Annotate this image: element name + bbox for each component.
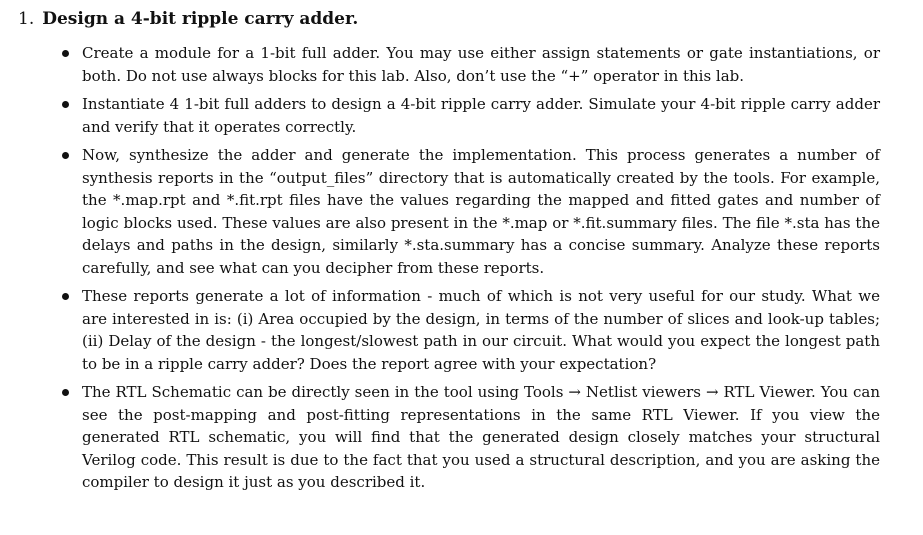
list-item [62, 42, 880, 87]
section-number: 1. [18, 9, 35, 29]
list-item-text: Create a module for a 1-bit full adder. You may use either assign statements or gate instantiations, or both. Do not use always blocks for this lab. Also, don’t use the “+” operator in this lab. [82, 44, 880, 85]
list-item [62, 144, 880, 279]
bullet-icon [62, 293, 69, 300]
bullet-list [62, 42, 880, 500]
bullet-icon [62, 101, 69, 108]
bullet-icon [62, 152, 69, 159]
list-item-text: These reports generate a lot of information - much of which is not very useful for our study. What we are interested in is: (i) Area occupied by the design, in terms of the number of slices and look-up tables; (ii) Delay of the design - the longest/slowest path in our circuit. What would you expect the longest path to be in a ripple carry adder? Does the report agree with your expectation? [82, 287, 880, 373]
list-item-text: The RTL Schematic can be directly seen in the tool using Tools → Netlist viewers → RTL Viewer. You can see the post-mapping and post-fitting representations in the same RTL Viewer. If you view the generated RTL schematic, you will find that the generated design closely matches your structural Verilog code. This result is due to the fact that you used a structural description, and you are asking the compiler to design it just as you described it. [82, 383, 880, 491]
section-heading [18, 8, 358, 30]
list-item [62, 381, 880, 494]
section-title: Design a 4-bit ripple carry adder. [42, 9, 359, 29]
list-item [62, 93, 880, 138]
list-item-text: Now, synthesize the adder and generate the implementation. This process generates a number of synthesis reports in the “output_files” directory that is automatically created by the tools. For example, the *.map.rpt and *.fit.rpt files have the values regarding the mapped and fitted gates and number of logic blocks used. These values are also present in the *.map or *.fit.summary files. The file *.sta has the delays and paths in the design, similarly *.sta.summary has a concise summary. Analyze these reports carefully, and see what can you decipher from these reports. [82, 146, 880, 277]
bullet-icon [62, 389, 69, 396]
list-item [62, 285, 880, 375]
list-item-text: Instantiate 4 1-bit full adders to design a 4-bit ripple carry adder. Simulate your 4-bit ripple carry adder and verify that it operates correctly. [82, 95, 880, 136]
bullet-icon [62, 50, 69, 57]
